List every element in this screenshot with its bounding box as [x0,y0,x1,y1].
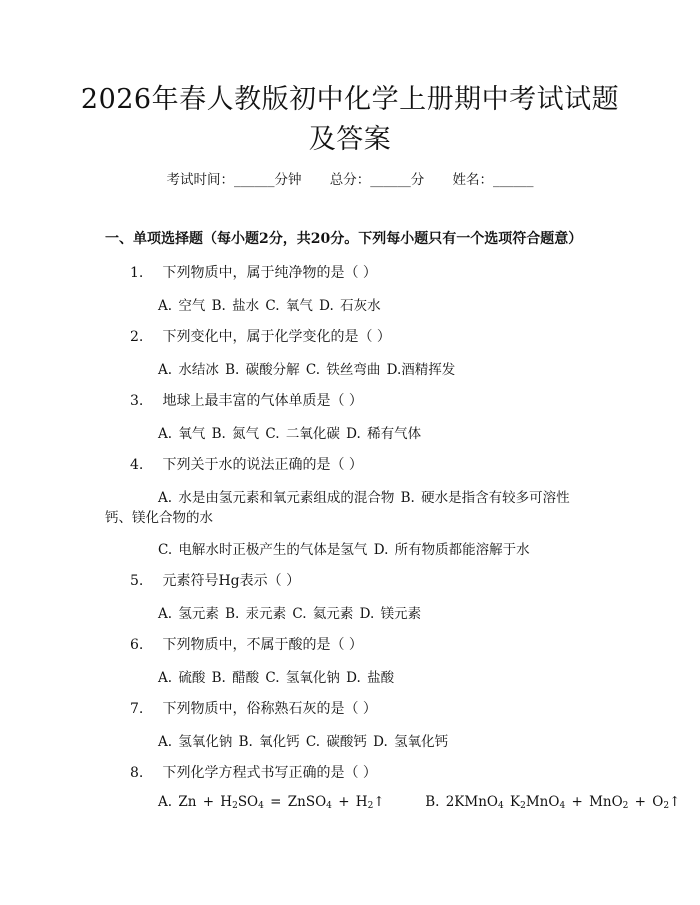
question-4 [130,454,363,474]
question-6 [130,634,363,654]
question-3-options: A. 氧气 B. 氮气 C. 二氧化碳 D. 稀有气体 [158,426,422,442]
question-1-options: A. 空气 B. 盐水 C. 氧气 D. 石灰水 [158,298,381,314]
question-4-options-line1: A. 水是由氢元素和氧元素组成的混合物 B. 硬水是指含有较多可溶性 [158,490,570,506]
question-2-options: A. 水结冰 B. 碳酸分解 C. 铁丝弯曲 D.酒精挥发 [158,362,456,378]
question-number: 8. [130,765,144,781]
question-number: 6. [130,637,144,653]
question-8-options [158,794,680,811]
question-text: 下列关于水的说法正确的是（ ） [162,457,363,473]
question-1 [130,262,377,282]
question-number: 7. [130,701,144,717]
question-number: 2. [130,329,144,345]
question-number: 1. [130,265,144,281]
question-7 [130,698,377,718]
question-7-options: A. 氢氧化钠 B. 氧化钙 C. 碳酸钙 D. 氢氧化钙 [158,734,449,750]
exam-title-line2: 及答案 [308,124,392,155]
question-3 [130,390,363,410]
exam-score: 总分：______分 [329,172,425,188]
question-text: 下列变化中，属于化学变化的是（ ） [162,329,391,345]
exam-info-line [0,168,700,188]
question-4-options-line2: C. 电解水时正极产生的气体是氢气 D. 所有物质都能溶解于水 [158,542,530,558]
question-text: 下列物质中，属于纯净物的是（ ） [162,265,377,281]
question-6-options: A. 硫酸 B. 醋酸 C. 氢氧化钠 D. 盐酸 [158,670,395,686]
question-text: 下列物质中，俗称熟石灰的是（ ） [162,701,377,717]
question-text: 下列化学方程式书写正确的是（ ） [162,765,377,781]
question-text: 下列物质中，不属于酸的是（ ） [162,637,363,653]
option-a-equation: A. $Zn + H_2SO_4$ = ZnSO$_4$ + $H_2↑$ [158,794,385,811]
question-4-options-wrap: 钙、镁化合物的水 [105,510,213,526]
option-b-equation: B. 2KMnO$_4$ $K_2MnO_4 + MnO_2$ + $O_2↑$ [425,794,681,811]
question-5 [130,570,300,590]
question-text: 地球上最丰富的气体单质是（ ） [162,393,363,409]
question-number: 4. [130,457,144,473]
section-heading: 一、单项选择题（每小题2分，共20分。下列每小题只有一个选项符合题意） [105,231,583,247]
exam-name: 姓名：______ [452,172,534,188]
exam-time: 考试时间：______分钟 [166,172,302,188]
question-5-options: A. 氢元素 B. 汞元素 C. 氦元素 D. 镁元素 [158,606,422,622]
question-number: 5. [130,573,144,589]
exam-title-line1: 2026年春人教版初中化学上册期中考试试题 [80,84,620,115]
question-text: 元素符号Hg表示（ ） [162,573,301,589]
question-2 [130,326,391,346]
question-8 [130,762,377,782]
question-number: 3. [130,393,144,409]
